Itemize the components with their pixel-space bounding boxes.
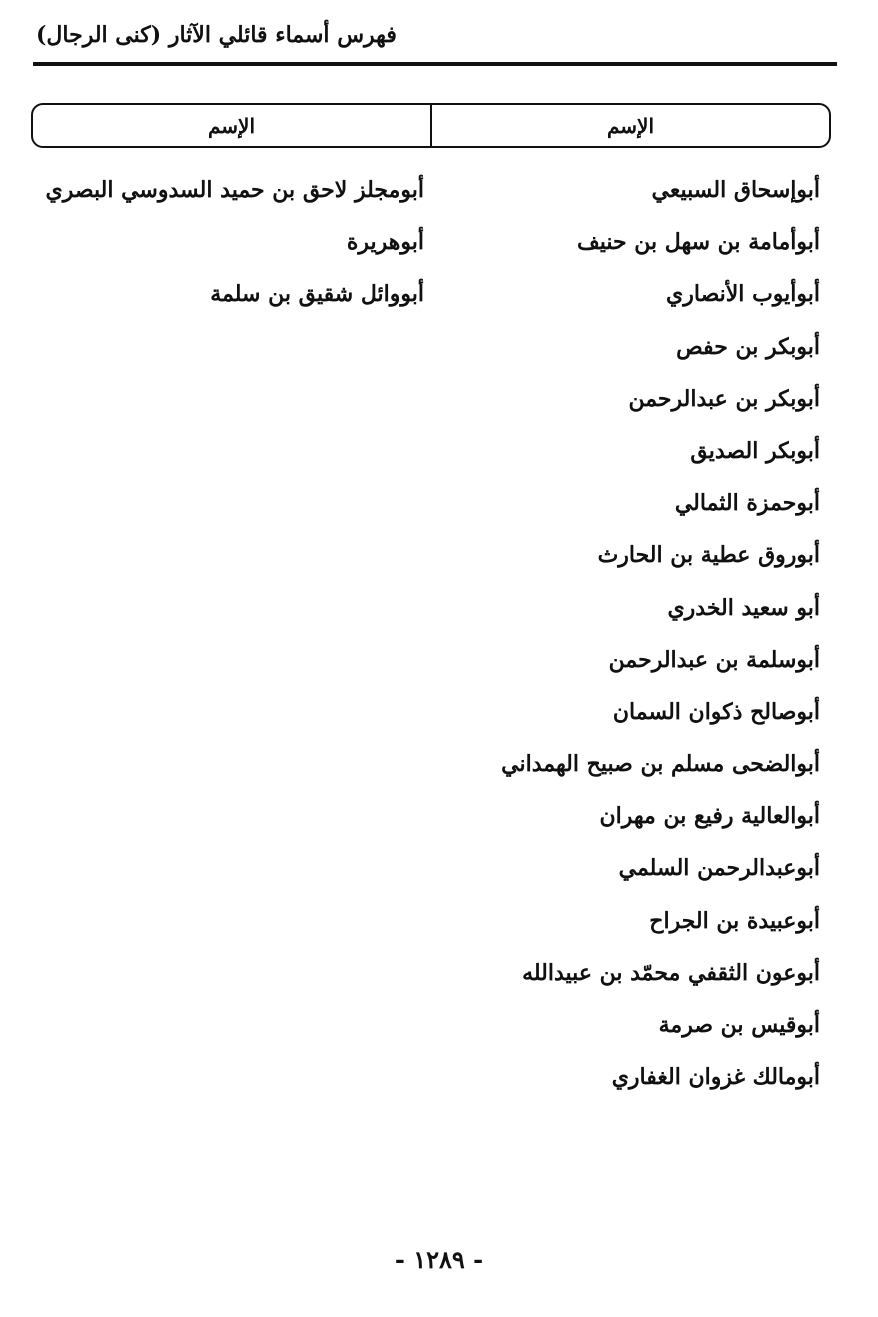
- name-entry: أبوقيس بن صرمة: [658, 1012, 820, 1038]
- name-entry: أبوصالح ذكوان السمان: [612, 698, 820, 725]
- name-entry: أبوبكر بن عبدالرحمن: [628, 385, 820, 412]
- column-header-left: الإسم: [33, 105, 432, 146]
- name-entry: أبوأيوب الأنصاري: [666, 281, 820, 308]
- name-entry: أبوأمامة بن سهل بن حنيف: [576, 229, 820, 256]
- column-header-right: الإسم: [606, 113, 655, 138]
- name-entry: أبووائل شقيق بن سلمة: [210, 281, 424, 308]
- page-header-title: فهرس أسماء قائلي الآثار (كنى الرجال): [36, 22, 397, 48]
- left-name-column: [24, 164, 424, 321]
- name-entry: أبوعبيدة بن الجراح: [649, 907, 820, 934]
- name-entry: أبومجلز لاحق بن حميد السدوسي البصري: [45, 177, 424, 203]
- right-name-column: [440, 164, 820, 1103]
- name-entry: أبوعبدالرحمن السلمي: [618, 855, 820, 882]
- name-entry: أبوهريرة: [346, 229, 424, 256]
- name-entry: أبوبكر الصديق: [690, 437, 820, 464]
- name-entry: أبوبكر بن حفص: [676, 333, 820, 360]
- name-entry: أبو سعيد الخدري: [667, 594, 820, 621]
- header-rule: [33, 62, 837, 66]
- name-entry: أبوحمزة الثمالي: [674, 490, 820, 517]
- name-entry: أبوعون الثقفي محمّد بن عبيدالله: [522, 959, 820, 986]
- column-header-bar: [31, 103, 831, 148]
- name-entry: أبوإسحاق السبيعي: [651, 177, 820, 203]
- name-entry: أبوالضحى مسلم بن صبيح الهمداني: [501, 751, 820, 778]
- name-entry: أبوالعالية رفيع بن مهران: [599, 803, 820, 830]
- name-entry: أبوسلمة بن عبدالرحمن: [608, 646, 820, 673]
- name-entry: أبومالك غزوان الغفاري: [611, 1064, 820, 1091]
- page-number: - ١٢٨٩ -: [394, 1245, 484, 1274]
- name-entry: أبوروق عطية بن الحارث: [597, 542, 820, 569]
